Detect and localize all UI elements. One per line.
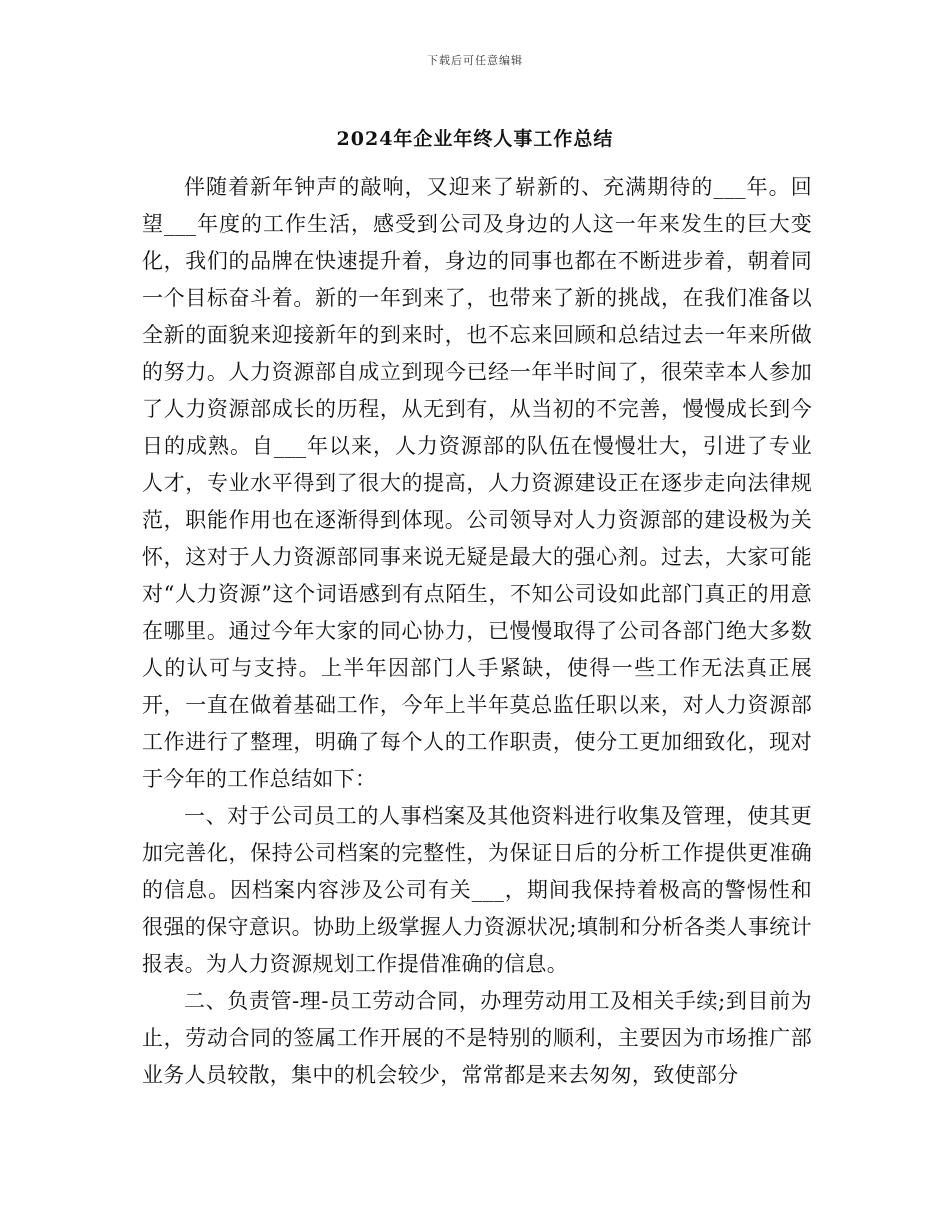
page-header-note: 下载后可任意编辑 [427, 54, 523, 67]
paragraph-intro: 伴随着新年钟声的敲响，又迎来了崭新的、充满期待的___年。回望___年度的工作生活，感受到公司及身边的人这一年来发生的巨大变化，我们的品牌在快速提升着，身边的同事也都在不断进步着，朝着同一个目标奋斗着。新的一年到来了，也带来了新的挑战，在我们准备以全新的面貌来迎接新年的到来时，也不忘来回顾和总结过去一年来所做的努力。人力资源部自成立到现今已经一年半时间了，很荣幸本人参加了人力资源部成长的历程，从无到有，从当初的不完善，慢慢成长到今日的成熟。自___年以来，人力资源部的队伍在慢慢壮大，引进了专业人才，专业水平得到了很大的提高，人力资源建设正在逐步走向法律规范，职能作用也在逐渐得到体现。公司领导对人力资源部的建设极为关怀，这对于人力资源部同事来说无疑是最大的强心剂。过去，大家可能对“人力资源”这个词语感到有点陌生，不知公司设如此部门真正的用意在哪里。通过今年大家的同心协力，已慢慢取得了公司各部门绝大多数人的认可与支持。上半年因部门人手紧缺，使得一些工作无法真正展开，一直在做着基础工作，今年上半年莫总监任职以来，对人力资源部工作进行了整理，明确了每个人的工作职责，使分工更加细致化，现对于今年的工作总结如下： [142, 175, 812, 791]
paragraph-item-2: 二、负责管-理-员工劳动合同，办理劳动用工及相关手续;到目前为止，劳动合同的签属工作开展的不是特别的顺利，主要因为市场推广部业务人员较散，集中的机会较少，常常都是来去匆匆，致使部分 [142, 989, 812, 1087]
document-body [142, 169, 812, 1094]
paragraph-item-1: 一、对于公司员工的人事档案及其他资料进行收集及管理，使其更加完善化，保持公司档案的完整性，为保证日后的分析工作提供更准确的信息。因档案内容涉及公司有关___，期间我保持着极高的警惕性和很强的保守意识。协助上级掌握人力资源状况;填制和分析各类人事统计报表。为人力资源规划工作提借准确的信息。 [142, 804, 812, 976]
document-title: 2024年企业年终人事工作总结 [336, 128, 614, 150]
